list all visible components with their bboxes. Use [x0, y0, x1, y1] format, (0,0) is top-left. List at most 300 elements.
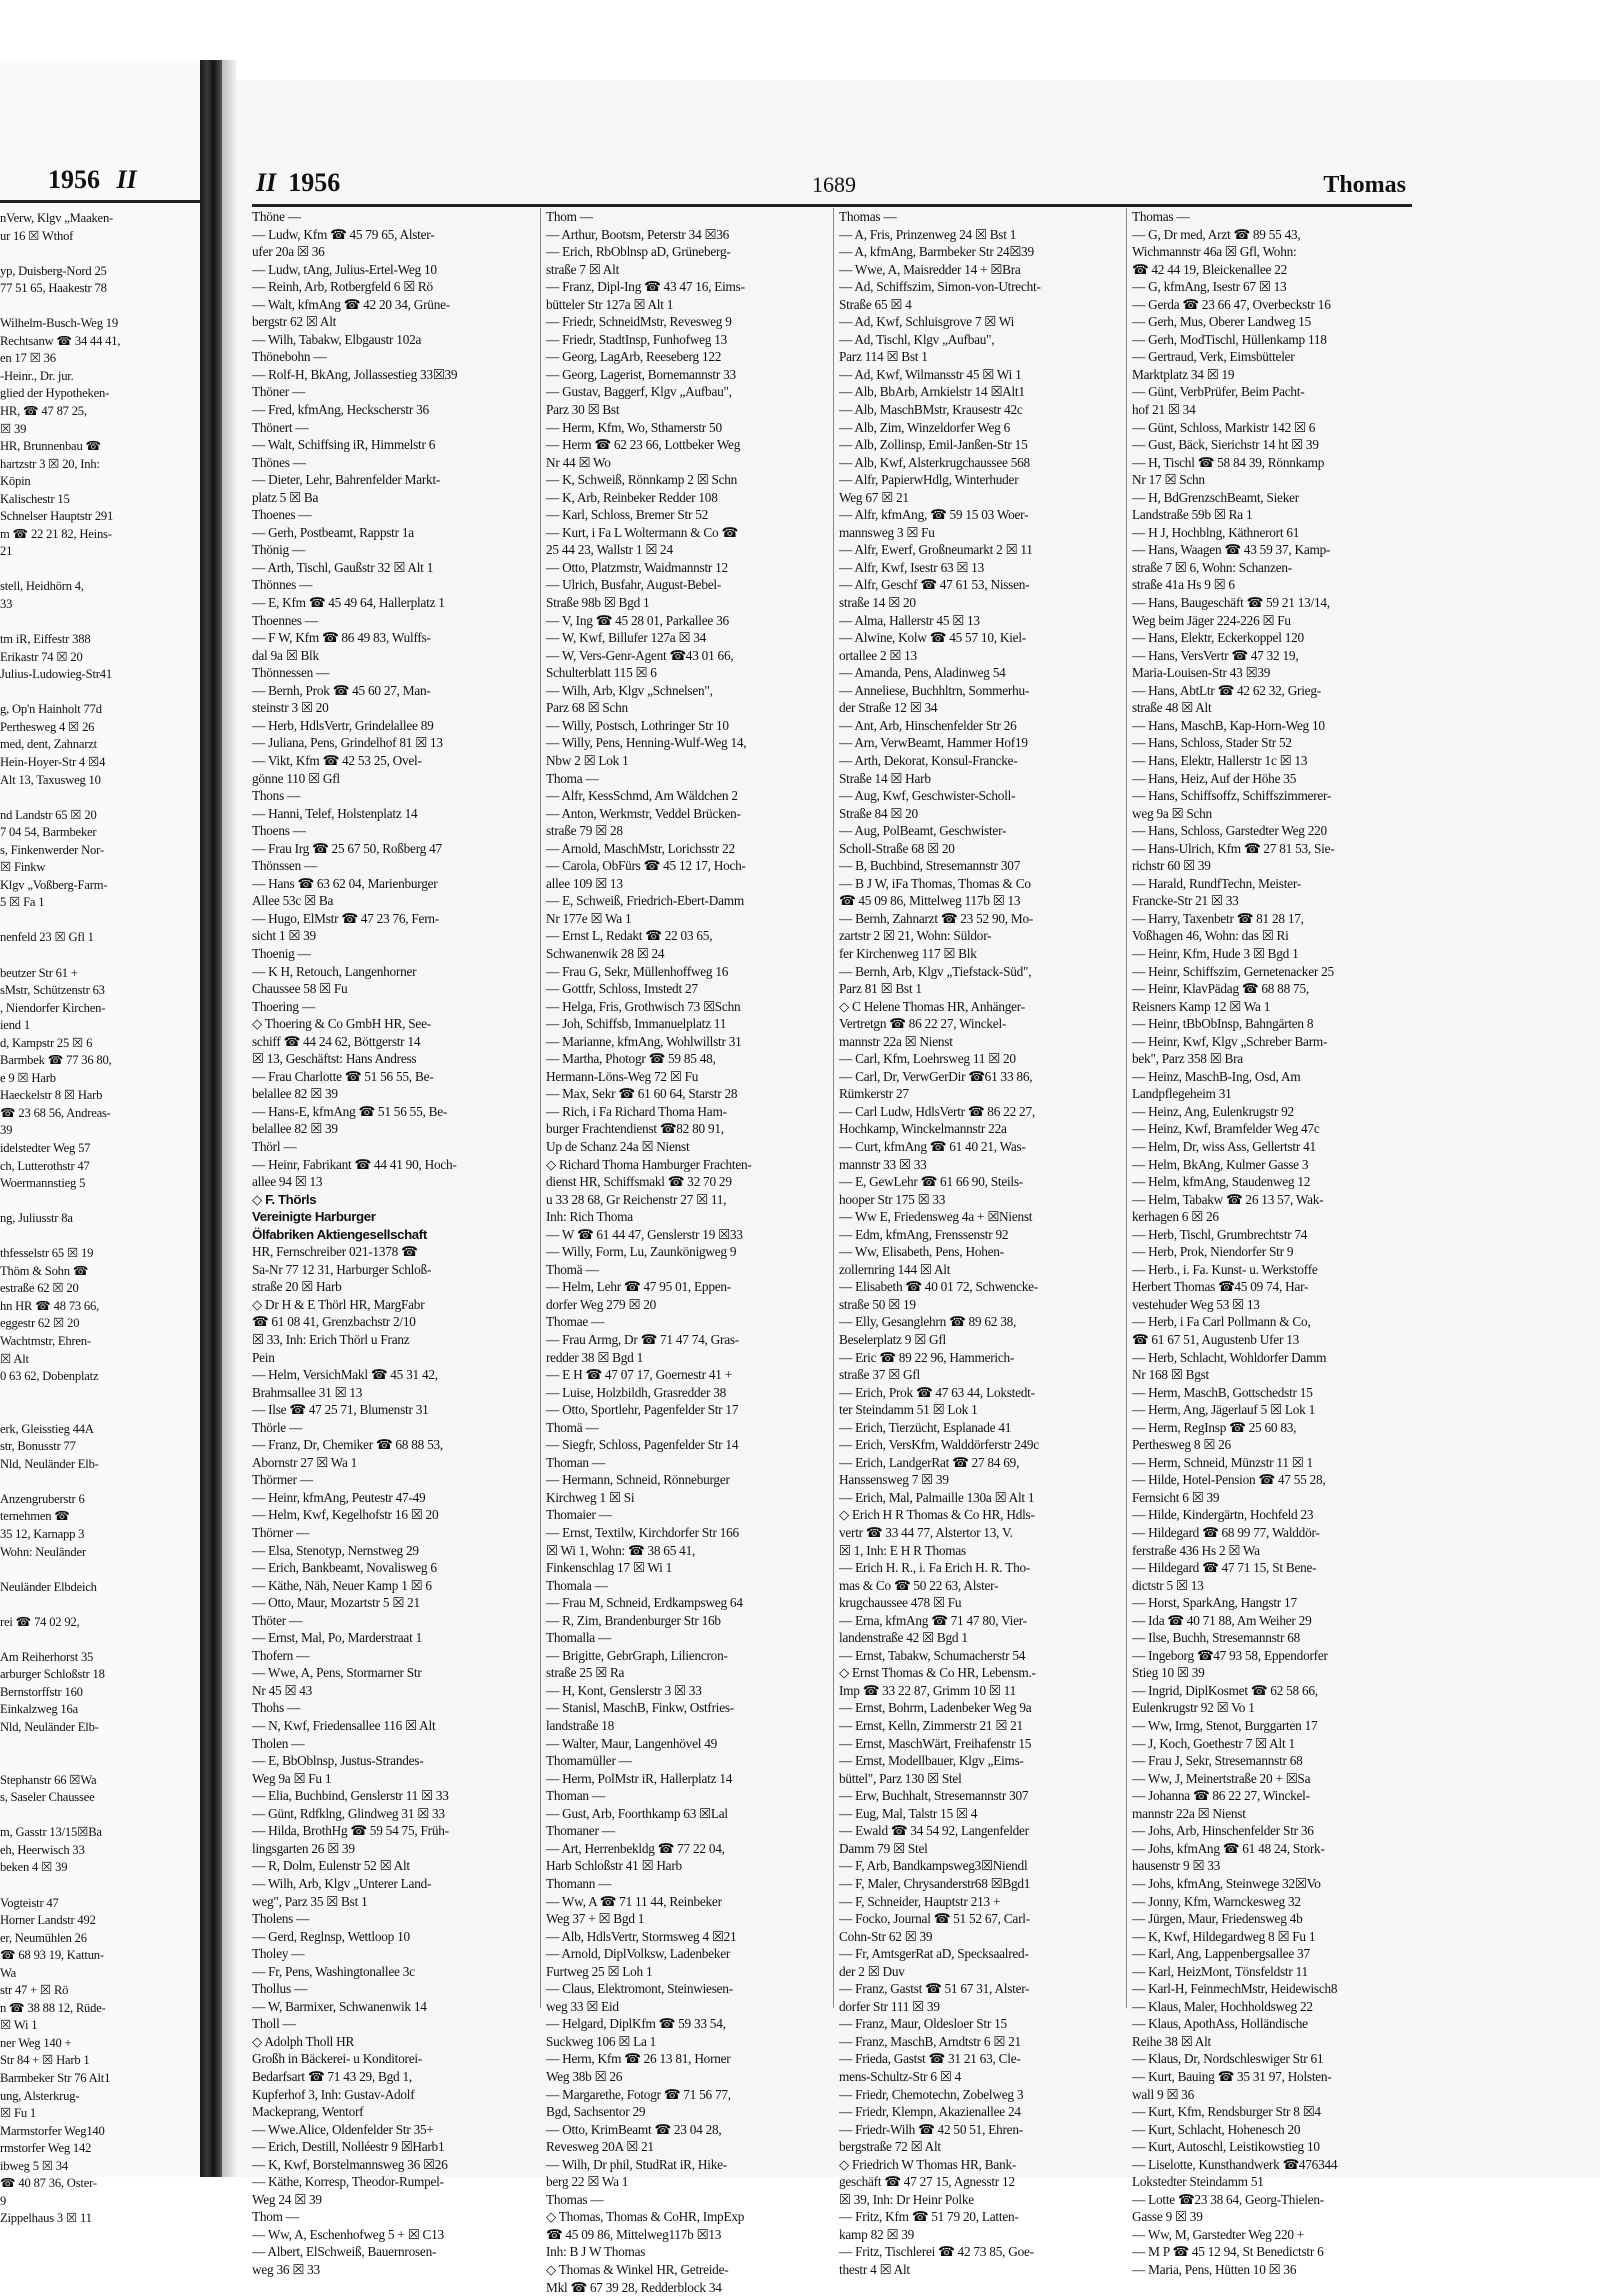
- directory-entry-line: — Günt, VerbPrüfer, Beim Pacht-: [1132, 384, 1305, 400]
- directory-entry-line: , Niendorfer Kirchen-: [0, 1000, 106, 1015]
- directory-entry-line: — Helm, kfmAng, Staudenweg 12: [1132, 1174, 1311, 1190]
- directory-entry-line: [0, 1403, 200, 1421]
- directory-entry-line: — Carl, Kfm, Loehrsweg 11 ☒ 20: [839, 1051, 1016, 1067]
- directory-entry-line: — Friedr, Klempn, Akazienallee 24: [839, 2104, 1021, 2120]
- directory-entry-line: — W, Kwf, Billufer 127a ☒ 34: [546, 630, 707, 646]
- directory-entry-line: — Hanni, Telef, Holstenplatz 14: [252, 805, 418, 821]
- directory-entry-line: — Albert, ElSchweiß, Bauernrosen-: [252, 2244, 437, 2260]
- directory-entry-line: — K, Kwf, Hildegardweg 8 ☒ Fu 1: [1132, 1928, 1316, 1944]
- directory-entry-line: — N, Kwf, Friedensallee 116 ☒ Alt: [252, 1718, 436, 1734]
- directory-entry-line: — V, Ing ☎ 45 28 01, Parkallee 36: [546, 612, 729, 628]
- directory-entry-line: — Siegfr, Schloss, Pagenfelder Str 14: [546, 1437, 739, 1453]
- directory-entry-line: — Willy, Form, Lu, Zaunkönigweg 9: [546, 1244, 737, 1260]
- directory-entry-line: — Alma, Hallerstr 45 ☒ 13: [839, 612, 980, 628]
- directory-entry-line: — Günt, Rdfklng, Glindweg 31 ☒ 33: [252, 1805, 445, 1821]
- left-page-fragment: [0, 60, 205, 2226]
- directory-entry-line: Allee 53c ☒ Ba: [252, 893, 334, 909]
- directory-entry-line: — Ilse, Buchh, Stresemannstr 68: [1132, 1630, 1301, 1646]
- directory-entry-line: dorfer Weg 279 ☒ 20: [546, 1296, 656, 1312]
- directory-entry-line: ng, Juliusstr 8a: [0, 1211, 73, 1226]
- directory-entry-line: Tholey —: [252, 1946, 305, 1962]
- directory-entry-line: — Johanna ☎ 86 22 27, Winckel-: [1132, 1788, 1310, 1804]
- directory-entry-line: Thomann —: [546, 1875, 612, 1891]
- directory-entry-line: Thomas —: [1132, 209, 1190, 224]
- directory-entry-line: — Hans, Schiffsoffz, Schiffszimmerer-: [1132, 788, 1332, 804]
- directory-entry-line: der Straße 12 ☒ 34: [839, 700, 938, 716]
- directory-entry-line: straße 37 ☒ Gfl: [839, 1367, 920, 1383]
- directory-entry-line: yp, Duisberg-Nord 25: [0, 263, 107, 278]
- directory-entry-line: Weg 24 ☒ 39: [252, 2191, 322, 2207]
- directory-entry-line: -Heinr., Dr. jur.: [0, 368, 74, 383]
- directory-entry-line: — Ad, Tischl, Klgv „Aufbau",: [839, 331, 995, 347]
- directory-entry-line: iend 1: [0, 1018, 30, 1033]
- page-header: [256, 168, 1416, 200]
- directory-entry-line: — Bernh, Prok ☎ 45 60 27, Man-: [252, 682, 431, 698]
- directory-entry-line: — Wilh, Arb, Klgv „Schnelsen",: [546, 682, 713, 698]
- header-volume-year: [256, 168, 340, 198]
- directory-entry-line: Thönert —: [252, 419, 309, 435]
- directory-entry-line: Barmbek ☎ 77 36 80,: [0, 1053, 112, 1068]
- directory-entry-line: — Frau Armg, Dr ☎ 71 47 74, Gras-: [546, 1332, 739, 1347]
- directory-entry-line: — Heinr, Kfm, Hude 3 ☒ Bgd 1: [1132, 945, 1299, 961]
- directory-entry-line: — K, Kwf, Borstelmannsweg 36 ☒26: [252, 2156, 448, 2172]
- directory-entry-line: — Eric ☎ 89 22 96, Hammerich-: [839, 1349, 1015, 1365]
- directory-entry-line: — Alb, MaschBMstr, Krausestr 42c: [839, 402, 1023, 418]
- directory-entry-line: — Karl, Schloss, Bremer Str 52: [546, 507, 709, 523]
- directory-entry-line: — Alfr, Kwf, Isestr 63 ☒ 13: [839, 559, 984, 575]
- directory-entry-line: — Herm, Kfm ☎ 26 13 81, Horner: [546, 2051, 731, 2067]
- directory-entry-line: — W, Vers-Genr-Agent ☎43 01 66,: [546, 647, 734, 663]
- directory-column-2: [546, 208, 828, 2296]
- directory-entry-line: — Wilh, Tabakw, Elbgaustr 102a: [252, 331, 422, 347]
- directory-entry-line: Thom —: [252, 2209, 299, 2225]
- directory-entry-line: stell, Heidhörn 4,: [0, 579, 84, 594]
- directory-entry-line: Thomaier —: [546, 1507, 612, 1523]
- directory-entry-line: — Elia, Buchbind, Genslerstr 11 ☒ 33: [252, 1788, 449, 1804]
- directory-entry-line: Thomas —: [546, 2191, 604, 2207]
- directory-entry-line: — Reinh, Arb, Rotbergfeld 6 ☒ Rö: [252, 279, 433, 295]
- directory-entry-line: allee 109 ☒ 13: [546, 875, 623, 891]
- directory-entry-line: — Stanisl, MaschB, Finkw, Ostfries-: [546, 1700, 734, 1716]
- directory-entry-line: Straße 65 ☒ 4: [839, 296, 912, 312]
- directory-entry-line: — Ernst L, Redakt ☎ 22 03 65,: [546, 928, 713, 944]
- directory-entry-line: ter Steindamm 51 ☒ Lok 1: [839, 1402, 978, 1418]
- directory-entry-line: — Herm, Kfm, Wo, Sthamerstr 50: [546, 419, 722, 435]
- directory-entry-line: [0, 298, 200, 316]
- directory-entry-line: — E, Kfm ☎ 45 49 64, Hallerplatz 1: [252, 595, 445, 611]
- directory-entry-line: — Herb, Tischl, Grumbrechtstr 74: [1132, 1226, 1308, 1242]
- directory-entry-line: — Hildegard ☎ 68 99 77, Walddör-: [1132, 1525, 1320, 1541]
- directory-entry-line: Thomas —: [839, 209, 897, 224]
- column-divider: [833, 208, 834, 2008]
- directory-entry-line: — Alb, Zollinsp, Emil-Janßen-Str 15: [839, 437, 1028, 453]
- directory-entry-line: — Friedr, Chemotechn, Zobelweg 3: [839, 2086, 1024, 2102]
- directory-entry-line: 9: [0, 2193, 7, 2208]
- directory-entry-line: rmstorfer Weg 142: [0, 2141, 92, 2156]
- directory-entry-line: ferstraße 436 Hs 2 ☒ Wa: [1132, 1542, 1260, 1558]
- directory-entry-line: — Vikt, Kfm ☎ 42 53 25, Ovel-: [252, 752, 422, 768]
- directory-entry-line: lingsgarten 26 ☒ 39: [252, 1840, 355, 1856]
- directory-entry-line: — Carl Ludw, HdlsVertr ☎ 86 22 27,: [839, 1103, 1035, 1119]
- directory-entry-line: — Ilse ☎ 47 25 71, Blumenstr 31: [252, 1402, 429, 1418]
- directory-entry-line: m ☎ 22 21 82, Heins-: [0, 526, 112, 541]
- directory-entry-line: — F, Arb, Bandkampsweg3☒Niendl: [839, 1858, 1028, 1874]
- directory-entry-line: — Rolf-H, BkAng, Jollassestieg 33☒39: [252, 366, 458, 382]
- directory-entry-line: — Georg, LagArb, Reeseberg 122: [546, 349, 722, 365]
- directory-entry-line: Perthesweg 4 ☒ 26: [0, 719, 95, 734]
- directory-entry-line: ☒ 13, Geschäftst: Hans Andress: [252, 1051, 417, 1067]
- directory-entry-line: [0, 947, 200, 965]
- directory-entry-line: Harb Schloßstr 41 ☒ Harb: [546, 1858, 682, 1874]
- directory-entry-line: — Lotte ☎23 38 64, Georg-Thielen-: [1132, 2191, 1324, 2207]
- directory-entry-line: beutzer Str 61 +: [0, 965, 78, 980]
- directory-entry-line: nVerw, Klgv „Maaken-: [0, 211, 114, 225]
- directory-entry-line: Klgv „Voßberg-Farm-: [0, 877, 108, 892]
- directory-entry-line: — Alb, Kwf, Alsterkrugchaussee 568: [839, 454, 1030, 470]
- directory-entry-line: — Herb, HdlsVertr, Grindelallee 89: [252, 717, 434, 733]
- directory-entry-line: Furtweg 25 ☒ Loh 1: [546, 1963, 653, 1979]
- directory-entry-line: Thönnessen —: [252, 665, 330, 681]
- directory-entry-line: [0, 1386, 200, 1404]
- directory-entry-line: — Herb, Schlacht, Wohldorfer Damm: [1132, 1349, 1327, 1365]
- directory-entry-line: ☒ Wi 1: [0, 2018, 38, 2033]
- directory-entry-line: nd Landstr 65 ☒ 20: [0, 807, 97, 822]
- directory-entry-line: weg 36 ☒ 33: [252, 2261, 320, 2277]
- left-year: 1956: [48, 165, 100, 194]
- directory-entry-line: — Wilh, Dr phil, StudRat iR, Hike-: [546, 2156, 727, 2172]
- directory-entry-line: straße 7 ☒ 6, Wohn: Schanzen-: [1132, 559, 1292, 575]
- directory-entry-line: idelstedter Weg 57: [0, 1140, 91, 1155]
- directory-entry-line: Thönnes —: [252, 577, 313, 593]
- directory-entry-line: — Ad, Schiffszim, Simon-von-Utrecht-: [839, 279, 1041, 295]
- directory-entry-line: — Wwe, A, Pens, Stormarner Str: [252, 1665, 422, 1681]
- directory-entry-line: erk, Gleisstieg 44A: [0, 1421, 94, 1436]
- directory-entry-line: — Herb, i Fa Carl Pollmann & Co,: [1132, 1314, 1311, 1330]
- directory-entry-line: Finkenschlag 17 ☒ Wi 1: [546, 1560, 673, 1576]
- directory-entry-line: — H J, Hochblng, Käthnerort 61: [1132, 524, 1300, 540]
- directory-entry-line: beken 4 ☒ 39: [0, 1860, 68, 1875]
- directory-entry-line: — Ww, A, Eschenhofweg 5 + ☒ C13: [252, 2226, 444, 2242]
- directory-entry-line: ☎ 61 67 51, Augustenb Ufer 13: [1132, 1332, 1300, 1347]
- directory-entry-line: Thomalla —: [546, 1630, 612, 1646]
- directory-entry-line: ibweg 5 ☒ 34: [0, 2158, 69, 2173]
- directory-entry-line: — Erich, RbOblnsp aD, Grüneberg-: [546, 244, 731, 260]
- directory-entry-line: dal 9a ☒ Blk: [252, 647, 319, 663]
- directory-entry-line: m, Gasstr 13/15☒Ba: [0, 1825, 102, 1840]
- directory-entry-line: wall 9 ☒ 36: [1132, 2086, 1194, 2102]
- directory-entry-line: Herbert Thomas ☎45 09 74, Har-: [1132, 1279, 1309, 1295]
- directory-entry-line: — Frau G, Sekr, Müllenhoffweg 16: [546, 963, 729, 979]
- directory-entry-line: Stephanstr 66 ☒Wa: [0, 1772, 97, 1787]
- directory-entry-line: Straße 84 ☒ 20: [839, 805, 918, 821]
- directory-entry-line: — Ernst, Mal, Po, Marderstraat 1: [252, 1630, 422, 1646]
- directory-entry-line: Revesweg 20A ☒ 21: [546, 2139, 654, 2155]
- directory-entry-line: Horner Landstr 492: [0, 1913, 96, 1928]
- directory-entry-line: Alt 13, Taxusweg 10: [0, 772, 101, 787]
- directory-entry-line: — Karl, HeizMont, Tönsfeldstr 11: [1132, 1963, 1308, 1979]
- directory-entry-line: Thollus —: [252, 1981, 308, 1997]
- directory-entry-line: Voßhagen 46, Wohn: das ☒ Ri: [1132, 928, 1289, 944]
- directory-entry-line: — Willy, Postsch, Lothringer Str 10: [546, 717, 729, 733]
- directory-entry-line: Wilhelm-Busch-Weg 19: [0, 316, 118, 331]
- directory-entry-line: Reisners Kamp 12 ☒ Wa 1: [1132, 998, 1271, 1014]
- directory-entry-line: — Johs, kfmAng, Steinwege 32☒Vo: [1132, 1875, 1321, 1891]
- directory-entry-line: — Klaus, ApothAss, Holländische: [1132, 2016, 1308, 2032]
- directory-entry-line: Nr 168 ☒ Bgst: [1132, 1367, 1210, 1383]
- directory-entry-line: Thörle —: [252, 1419, 303, 1435]
- directory-entry-line: Thoenes —: [252, 507, 312, 523]
- directory-entry-line: — A, Fris, Prinzenweg 24 ☒ Bst 1: [839, 226, 1017, 242]
- directory-entry-line: 25 44 23, Wallstr 1 ☒ 24: [546, 542, 673, 558]
- directory-entry-line: ◇ Dr H & E Thörl HR, MargFabr: [252, 1296, 425, 1312]
- directory-entry-line: HR, Brunnenbau ☎: [0, 439, 101, 454]
- directory-entry-line: ☎ 40 87 36, Oster-: [0, 2176, 97, 2191]
- directory-entry-line: — E, GewLehr ☎ 61 66 90, Steils-: [839, 1174, 1023, 1190]
- directory-entry-line: — Edm, kfmAng, Frenssenstr 92: [839, 1226, 1009, 1242]
- directory-entry-line: d, Kampstr 25 ☒ 6: [0, 1035, 93, 1050]
- directory-entry-line: ◇ Erich H R Thomas & Co HR, Hdls-: [839, 1507, 1035, 1523]
- directory-entry-line: — Ww, Irmg, Stenot, Burggarten 17: [1132, 1718, 1318, 1734]
- directory-entry-line: — Ernst, Tabakw, Schumacherstr 54: [839, 1647, 1026, 1663]
- directory-entry-line: Marktplatz 34 ☒ 19: [1132, 366, 1235, 382]
- directory-entry-line: straße 7 ☒ Alt: [546, 261, 620, 277]
- directory-entry-line: mannstr 22a ☒ Nienst: [839, 1033, 953, 1049]
- directory-entry-line: — Gerh, Postbeamt, Rappstr 1a: [252, 524, 414, 540]
- directory-entry-line: — Curt, kfmAng ☎ 61 40 21, Was-: [839, 1138, 1026, 1154]
- directory-entry-line: — Herm, MaschB, Gottschedstr 15: [1132, 1384, 1313, 1400]
- directory-entry-line: Kirchweg 1 ☒ Si: [546, 1489, 635, 1505]
- directory-entry-line: Lokstedter Steindamm 51: [1132, 2174, 1264, 2190]
- directory-entry-line: Barmbeker Str 76 Alt1: [0, 2070, 111, 2085]
- directory-entry-line: — Ida ☎ 40 71 88, Am Weiher 29: [1132, 1612, 1312, 1628]
- directory-entry-line: — F, Maler, Chrysanderstr68 ☒Bgd1: [839, 1875, 1031, 1891]
- directory-entry-line: Thomä —: [546, 1419, 599, 1435]
- directory-entry-line: ☎ 68 93 19, Kattun-: [0, 1948, 104, 1963]
- directory-entry-line: — Gottfr, Schloss, Imstedt 27: [546, 981, 698, 997]
- directory-entry-line: — Walter, Maur, Langenhövel 49: [546, 1735, 718, 1751]
- directory-entry-line: [0, 245, 200, 263]
- directory-entry-line: Reihe 38 ☒ Alt: [1132, 2033, 1211, 2049]
- directory-entry-line: Großh in Bäckerei- u Konditorei-: [252, 2051, 422, 2067]
- directory-entry-line: ☒ 39: [0, 421, 27, 436]
- directory-entry-line: hartzstr 3 ☒ 20, Inh:: [0, 456, 100, 471]
- directory-entry-line: — Herm ☎ 62 23 66, Lottbeker Weg: [546, 437, 741, 453]
- directory-entry-line: — Erich, Mal, Palmaille 130a ☒ Alt 1: [839, 1489, 1035, 1505]
- directory-entry-line: — Maria, Pens, Hütten 10 ☒ 36: [1132, 2261, 1297, 2277]
- directory-entry-line: büttel", Parz 130 ☒ Stel: [839, 1770, 962, 1786]
- directory-entry-line: Thönig —: [252, 542, 306, 558]
- directory-entry-line: Weg 9a ☒ Fu 1: [252, 1770, 332, 1786]
- directory-entry-line: Thörner —: [252, 1525, 310, 1541]
- directory-entry-line: 39: [0, 1123, 13, 1138]
- directory-entry-line: Nbw 2 ☒ Lok 1: [546, 752, 629, 768]
- directory-entry-line: — Heinr, Schiffszim, Gernetenacker 25: [1132, 963, 1334, 979]
- directory-entry-line: Wachtmstr, Ehren-: [0, 1334, 91, 1348]
- directory-entry-line: — Eug, Mal, Talstr 15 ☒ 4: [839, 1805, 978, 1821]
- directory-entry-line: — Gerda ☎ 23 66 47, Overbeckstr 16: [1132, 296, 1331, 312]
- directory-entry-line: — Karl, Ang, Lappenbergsallee 37: [1132, 1946, 1310, 1962]
- directory-entry-line: 21: [0, 544, 13, 559]
- directory-entry-line: — Arnold, DiplVolksw, Ladenbeker: [546, 1946, 731, 1962]
- directory-entry-line: — Gust, Arb, Foorthkamp 63 ☒Lal: [546, 1805, 728, 1821]
- directory-entry-line: Pein: [252, 1349, 275, 1365]
- directory-entry-line: Wohn: Neuländer: [0, 1544, 86, 1559]
- directory-entry-line: — Alwine, Kolw ☎ 45 57 10, Kiel-: [839, 630, 1026, 646]
- directory-entry-line: Thons —: [252, 788, 301, 804]
- directory-entry-line: Parz 114 ☒ Bst 1: [839, 349, 928, 365]
- directory-entry-line: — Kurt, Schlacht, Hohenesch 20: [1132, 2121, 1301, 2137]
- directory-entry-line: Hochkamp, Winckelmannstr 22a: [839, 1121, 1007, 1137]
- directory-entry-line: — Herb, Prok, Niendorfer Str 9: [1132, 1244, 1294, 1260]
- directory-entry-line: Zippelhaus 3 ☒ 11: [0, 2211, 92, 2226]
- directory-entry-line: Vogteistr 47: [0, 1895, 59, 1910]
- directory-entry-line: 77 51 65, Haakestr 78: [0, 281, 107, 296]
- directory-entry-line: — Ewald ☎ 34 54 92, Langenfelder: [839, 1823, 1029, 1839]
- directory-entry-line: 7 04 54, Barmbeker: [0, 825, 97, 840]
- directory-entry-line: — Erich, Bankbeamt, Novalisweg 6: [252, 1560, 437, 1576]
- directory-entry-line: Bernstorffstr 160: [0, 1684, 83, 1699]
- directory-entry-line: straße 20 ☒ Harb: [252, 1279, 342, 1295]
- directory-entry-line: Schulterblatt 115 ☒ 6: [546, 665, 657, 681]
- directory-entry-line: 5 ☒ Fa 1: [0, 895, 45, 910]
- directory-entry-line: — Amanda, Pens, Aladinweg 54: [839, 665, 1006, 681]
- directory-entry-line: — Erich, Destill, Nolléestr 9 ☒Harb1: [252, 2139, 445, 2155]
- directory-entry-line: — Hermann, Schneid, Rönneburger: [546, 1472, 730, 1488]
- directory-entry-line: bek", Parz 358 ☒ Bra: [1132, 1051, 1243, 1067]
- directory-entry-line: — E H ☎ 47 07 17, Goernestr 41 +: [546, 1367, 732, 1383]
- directory-entry-line: Thönebohn —: [252, 349, 327, 365]
- header-rule: [252, 204, 1412, 207]
- directory-entry-line: — E, Schweiß, Friedrich-Ebert-Damm: [546, 893, 744, 909]
- directory-entry-line: thfesselstr 65 ☒ 19: [0, 1246, 94, 1261]
- directory-entry-line: — Ulrich, Busfahr, August-Bebel-: [546, 577, 722, 593]
- directory-entry-line: Parz 81 ☒ Bst 1: [839, 981, 922, 997]
- directory-entry-line: — Claus, Elektromont, Steinwiesen-: [546, 1981, 733, 1997]
- directory-entry-line: dorfer Str 111 ☒ 39: [839, 1998, 940, 2014]
- directory-entry-line: — Ww E, Friedensweg 4a + ☒Nienst: [839, 1209, 1033, 1225]
- directory-entry-line: berg 22 ☒ Wa 1: [546, 2174, 629, 2190]
- directory-entry-line: Cohn-Str 62 ☒ 39: [839, 1928, 933, 1944]
- directory-column-4: [1132, 208, 1414, 2279]
- directory-entry-line: — Bernh, Zahnarzt ☎ 23 52 90, Mo-: [839, 910, 1034, 926]
- directory-entry-line: thestr 4 ☒ Alt: [839, 2261, 910, 2277]
- directory-entry-line: — F, Schneider, Hauptstr 213 +: [839, 1893, 1001, 1909]
- directory-entry-line: straße 14 ☒ 20: [839, 595, 916, 611]
- directory-entry-line: — Otto, KrimBeamt ☎ 23 04 28,: [546, 2121, 722, 2137]
- directory-entry-line: Maria-Louisen-Str 43 ☒39: [1132, 665, 1271, 681]
- directory-entry-line: — Fr, Pens, Washingtonallee 3c: [252, 1963, 415, 1979]
- directory-entry-line: ner Weg 140 +: [0, 2035, 72, 2050]
- directory-entry-line: — Heinr, kfmAng, Peutestr 47-49: [252, 1489, 426, 1505]
- directory-entry-line: — Helm, Kwf, Kegelhofstr 16 ☒ 20: [252, 1507, 439, 1523]
- directory-entry-line: Brahmsallee 31 ☒ 13: [252, 1384, 363, 1400]
- directory-entry-line: Thörmer —: [252, 1472, 313, 1488]
- directory-entry-line: Anzengruberstr 6: [0, 1491, 85, 1506]
- directory-entry-line: — Fritz, Kfm ☎ 51 79 20, Latten-: [839, 2209, 1019, 2225]
- directory-entry-line: Thomae —: [546, 1314, 605, 1330]
- directory-entry-line: Vertretgn ☎ 86 22 27, Winckel-: [839, 1016, 1007, 1032]
- directory-entry-line: ☒ Wi 1, Wohn: ☎ 38 65 41,: [546, 1542, 696, 1558]
- directory-entry-line: — Otto, Maur, Mozartstr 5 ☒ 21: [252, 1595, 420, 1611]
- directory-entry-line: 0 63 62, Dobenplatz: [0, 1369, 99, 1384]
- directory-entry-line: straße 41a Hs 9 ☒ 6: [1132, 577, 1235, 593]
- directory-entry-line: Straße 14 ☒ Harb: [839, 770, 931, 786]
- directory-column-3: [839, 208, 1121, 2279]
- directory-entry-line: — Hans ☎ 63 62 04, Marienburger: [252, 875, 438, 891]
- directory-entry-line: — Georg, Lagerist, Bornemannstr 33: [546, 366, 736, 382]
- directory-entry-line: Thomala —: [546, 1577, 608, 1593]
- directory-entry-line: ☒ Finkw: [0, 860, 46, 875]
- directory-entry-line: — Alfr, Ewerf, Großneumarkt 2 ☒ 11: [839, 542, 1033, 558]
- directory-entry-line: Thohs —: [252, 1700, 301, 1716]
- directory-entry-line: Parz 30 ☒ Bst: [546, 402, 620, 418]
- directory-entry-line: Weg 37 + ☒ Bgd 1: [546, 1911, 645, 1927]
- left-page-column: [0, 210, 200, 2228]
- directory-entry-line: redder 38 ☒ Bgd 1: [546, 1349, 644, 1365]
- directory-entry-line: u 33 28 68, Gr Reichenstr 27 ☒ 11,: [546, 1191, 727, 1207]
- directory-entry-line: — Alb, HdlsVertr, Stormsweg 4 ☒21: [546, 1928, 737, 1944]
- directory-entry-line: — Arth, Dekorat, Konsul-Francke-: [839, 752, 1018, 768]
- directory-entry-line: — Hans, VersVertr ☎ 47 32 19,: [1132, 647, 1299, 663]
- directory-entry-line: — Helm, Tabakw ☎ 26 13 57, Wak-: [1132, 1191, 1324, 1207]
- directory-entry-line: Haeckelstr 8 ☒ Harb: [0, 1088, 103, 1103]
- directory-entry-line: Woermannstieg 5: [0, 1176, 86, 1191]
- directory-entry-line: ☒ 1, Inh: E H R Thomas: [839, 1542, 966, 1558]
- directory-entry-line: — Ingrid, DiplKosmet ☎ 62 58 66,: [1132, 1682, 1318, 1698]
- directory-entry-line: ◇ F. Thörls: [252, 1191, 317, 1207]
- directory-entry-line: — Ludw, Kfm ☎ 45 79 65, Alster-: [252, 226, 435, 242]
- directory-entry-line: — Herm, Schneid, Münzstr 11 ☒ 1: [1132, 1454, 1313, 1470]
- directory-entry-line: — Martha, Photogr ☎ 59 85 48,: [546, 1051, 716, 1067]
- directory-entry-line: Tholens —: [252, 1911, 310, 1927]
- directory-entry-line: Marmstorfer Weg140: [0, 2123, 105, 2138]
- directory-entry-line: — W, Barmixer, Schwanenwik 14: [252, 1998, 427, 2014]
- directory-entry-line: — Hans, Elektr, Hallerstr 1c ☒ 13: [1132, 752, 1308, 768]
- directory-entry-line: — Carola, ObFürs ☎ 45 12 17, Hoch-: [546, 858, 746, 874]
- directory-entry-line: — Karl-H, FeinmechMstr, Heidewisch8: [1132, 1981, 1338, 1997]
- directory-entry-line: zartstr 2 ☒ 21, Wohn: Süldor-: [839, 928, 992, 944]
- directory-entry-line: Landpflegeheim 31: [1132, 1086, 1232, 1102]
- directory-entry-line: — Friedr, StadtInsp, Funhofweg 13: [546, 331, 728, 347]
- directory-entry-line: e 9 ☒ Harb: [0, 1070, 56, 1085]
- directory-entry-line: [0, 1754, 200, 1772]
- directory-entry-line: ☒ 39, Inh: Dr Heinr Polke: [839, 2191, 974, 2207]
- directory-entry-line: — Ww, A ☎ 71 11 44, Reinbeker: [546, 1893, 722, 1909]
- directory-entry-line: — Wwe.Alice, Oldenfelder Str 35+: [252, 2121, 434, 2137]
- directory-entry-line: — Friedr-Wilh ☎ 42 50 51, Ehren-: [839, 2121, 1023, 2137]
- directory-entry-line: en 17 ☒ 36: [0, 351, 56, 366]
- directory-entry-line: — Gertraud, Verk, Eimsbütteler: [1132, 349, 1295, 365]
- directory-entry-line: — Erich, Tierzücht, Esplanade 41: [839, 1419, 1012, 1435]
- directory-entry-line: — Ww, Elisabeth, Pens, Hohen-: [839, 1244, 1004, 1260]
- directory-entry-line: Damm 79 ☒ Stel: [839, 1840, 928, 1856]
- directory-entry-line: gönne 110 ☒ Gfl: [252, 770, 340, 786]
- directory-entry-line: Thoma —: [546, 770, 599, 786]
- directory-entry-line: med, dent, Zahnarzt: [0, 737, 97, 752]
- directory-entry-line: burger Frachtendienst ☎82 80 91,: [546, 1121, 724, 1137]
- directory-entry-line: — Fritz, Tischlerei ☎ 42 73 85, Goe-: [839, 2244, 1034, 2260]
- directory-entry-line: Kalischestr 15: [0, 491, 70, 506]
- directory-entry-line: — Alb, Zim, Winzeldorfer Weg 6: [839, 419, 1010, 435]
- directory-entry-line: rei ☎ 74 02 92,: [0, 1614, 80, 1629]
- directory-entry-line: — Heinr, KlavPädag ☎ 68 88 75,: [1132, 981, 1309, 997]
- directory-entry-line: — Anton, Werkmstr, Veddel Brücken-: [546, 805, 741, 821]
- directory-entry-line: ufer 20a ☒ 36: [252, 244, 325, 260]
- directory-entry-line: — K, Arb, Reinbeker Redder 108: [546, 489, 718, 505]
- directory-entry-line: Vereinigte Harburger: [252, 1209, 376, 1225]
- directory-entry-line: hn HR ☎ 48 73 66,: [0, 1298, 100, 1313]
- directory-entry-line: — Wilh, Arb, Klgv „Unterer Land-: [252, 1875, 432, 1891]
